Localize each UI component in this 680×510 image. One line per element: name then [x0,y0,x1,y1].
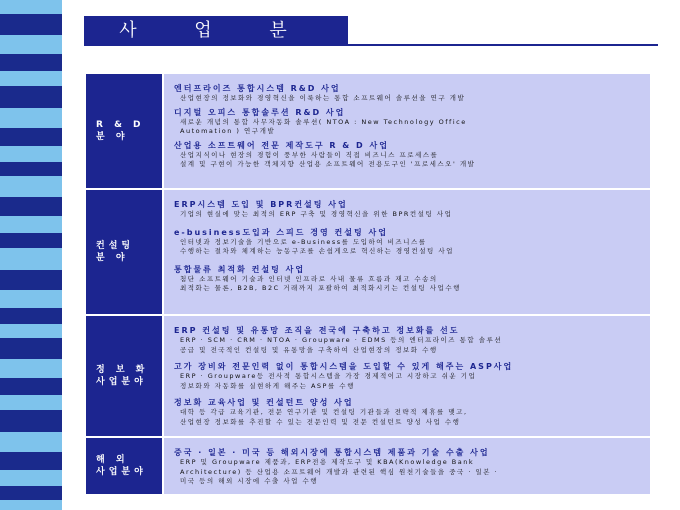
item-heading: e-business도입과 스피드 경영 컨설팅 사업 [174,227,388,237]
item-description: 설계 및 구현이 가능한 객체지향 산업용 소프트웨어 전용도구인 '프로세스오' 개발 [180,160,476,168]
section-label [86,190,162,314]
stripe-band [0,146,62,162]
stripe-band [0,0,62,14]
item-description: 수행하는 절차와 체계하는 능동구조를 손쉽게으로 혁신하는 경영컨설팅 사업 [180,247,454,255]
item-description: ERP · Groupware등 전사적 통합시스템을 가장 경제적이고 시장하고 쉬운 기업 [180,372,477,380]
section-label-line: 정 보 화 [96,365,149,375]
section-label [86,74,162,188]
stripe-band [0,14,62,35]
stripe-band [0,233,62,248]
section-body [164,438,650,494]
stripe-band [0,324,62,338]
title-underline [348,44,658,46]
stripe-band [0,162,62,176]
stripe-band [0,86,62,108]
item-description: 공급 및 전국적인 컨설팅 및 유통망을 구축하여 산업현장의 정보화 수행 [180,345,438,354]
decorative-stripes [0,0,62,510]
section-label-line: 해 외 [96,455,129,465]
section-overseas [86,438,650,494]
item-description: 산업현장의 정보화와 경영혁신을 이룩하는 통합 소프트웨어 솔루션을 연구 개발 [180,94,466,102]
stripe-band [0,432,62,452]
section-label [86,438,162,494]
section-label-line: 분 야 [96,132,129,142]
stripe-band [0,176,62,197]
section-rnd [86,74,650,188]
stripe-band [0,470,62,486]
section-label-line: R & D [96,120,145,130]
item-heading: ERP 컨설팅 및 유통망 조직을 전국에 구축하고 정보화를 선도 [174,326,460,335]
stripe-band [0,128,62,146]
item-heading: 중국 · 일본 · 미국 등 해외시장에 통합시스템 제품과 기술 수출 사업 [174,448,490,457]
stripe-band [0,395,62,410]
item-description: 기업의 현실에 맞는 최적의 ERP 구축 및 경영혁신을 위한 BPR컨설팅 사업 [180,210,453,218]
item-description: 첨단 소프트웨어 기술과 인터넷 인프라로 사내 물류 흐름과 재고 수송의 [180,274,438,283]
item-description: 최적화는 물론, B2B, B2C 거래까지 포괄하여 최적화시키는 컨설팅 사업수행 [180,284,461,292]
stripe-band [0,452,62,470]
item-description: 산업지식이나 현장의 경험이 풍부한 사람들이 직접 비즈니스 프로세스를 [180,150,439,159]
stripe-band [0,71,62,86]
stripe-band [0,108,62,128]
item-description: 새로운 개념의 통합 사무자동화 솔루션( NTOA : New Technology Office [180,117,467,126]
section-body [164,316,650,436]
stripe-band [0,378,62,395]
item-description: ERP 및 Groupware 제품과, ERP전용 제작도구 및 KBA(Knowledge Bank [180,458,475,466]
item-heading: 산업용 소프트웨어 전문 제작도구 R & D 사업 [174,140,389,150]
stripe-band [0,290,62,308]
item-heading: 통합물류 최적화 컨설팅 사업 [174,264,306,274]
stripe-band [0,54,62,71]
item-heading: ERP시스템 도입 및 BPR컨설팅 사업 [174,200,348,209]
item-heading: 정보화 교육사업 및 컨설턴트 양성 사업 [174,398,354,407]
item-description: 인터넷과 정보기술을 기반으로 e-Business를 도입하여 비즈니스를 [180,237,427,246]
section-label-line: 사업분야 [96,467,147,477]
section-label-line: 컨설팅 [96,241,135,251]
stripe-band [0,197,62,216]
item-heading: 엔터프라이즈 통합시스템 R&D 사업 [174,84,341,93]
section-body [164,74,650,188]
stripe-band [0,410,62,432]
stripe-band [0,500,62,510]
section-informatization [86,316,650,436]
section-label-line: 분 야 [96,253,129,263]
item-description: Architecture) 등 산업용 소프트웨어 개발과 관련된 핵심 원천기술들을 중국 · 일본 · [180,467,499,476]
section-body [164,190,650,314]
section-label-line: 사업분야 [96,377,147,387]
stripe-band [0,216,62,233]
stripe-band [0,486,62,500]
section-consulting [86,190,650,314]
stripe-band [0,248,62,270]
page-title: 사 업 분 야 [84,16,348,46]
item-description: 정보화와 자동화를 실현하게 해주는 ASP를 수행 [180,381,355,390]
item-description: Automation ) 연구개발 [180,127,276,135]
item-description: 산업현장 정보화를 추진할 수 있는 전문인력 및 전문 컨설턴트 양성 사업 수행 [180,417,461,426]
stripe-band [0,35,62,54]
item-description: 대학 등 각급 교육기관, 전문 연구기관 및 컨설팅 기관들과 전략적 제휴를 맺고, [180,408,468,416]
item-heading: 고가 장비와 전문인력 없이 통합시스템을 도입할 수 있게 해주는 ASP사업 [174,362,514,371]
item-description: ERP · SCM · CRM · NTOA · Groupware · EDMS 등의 엔터프라이즈 통합 솔루션 [180,336,503,344]
stripe-band [0,308,62,324]
stripe-band [0,338,62,359]
item-description: 미국 등의 해외 시장에 수출 사업 수행 [180,477,319,485]
section-label [86,316,162,436]
item-heading: 디지털 오피스 통합솔루션 R&D 사업 [174,107,346,117]
stripe-band [0,359,62,378]
stripe-band [0,270,62,290]
